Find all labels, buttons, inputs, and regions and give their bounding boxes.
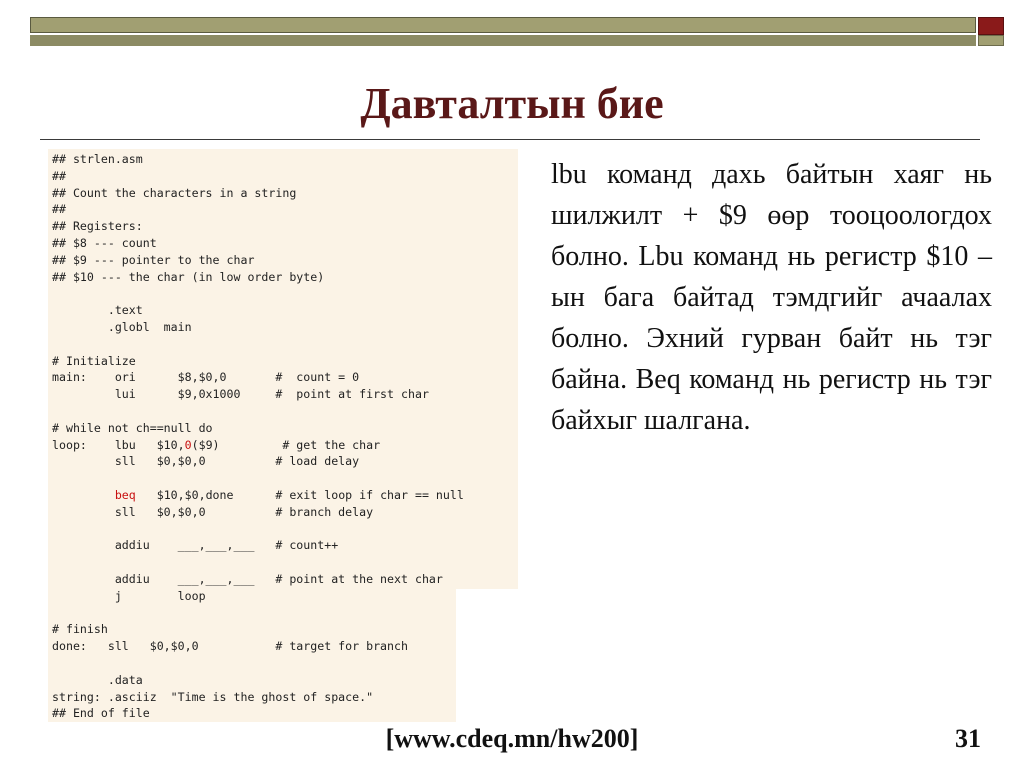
code-line: .text <box>52 303 143 318</box>
code-line: # finish <box>52 622 108 637</box>
code-line: ## End of file <box>52 706 150 721</box>
code-line: sll $0,$0,0 # branch delay <box>52 504 374 519</box>
code-line: loop: lbu $10, <box>52 437 185 452</box>
footer-url: [www.cdeq.mn/hw200] <box>385 724 639 753</box>
code-line: $10,$0,done # exit loop if char == null <box>135 487 464 502</box>
code-highlight-offset: 0 <box>184 437 192 452</box>
code-line: main: ori $8,$0,0 # count = 0 <box>52 370 360 385</box>
code-line: # while not ch==null do <box>52 420 213 435</box>
code-line: addiu ___,___,___ # count++ <box>52 538 339 553</box>
corner-olive-block <box>978 35 1004 46</box>
code-line: ## $10 --- the char (in low order byte) <box>52 269 325 284</box>
code-line: done: sll $0,$0,0 # target for branch <box>52 639 408 654</box>
code-listing-panel <box>48 149 518 722</box>
code-line: addiu ___,___,___ # point at the next char <box>52 571 443 586</box>
title-divider <box>40 139 980 140</box>
code-line: ## $9 --- pointer to the char <box>52 252 255 267</box>
slide-title: Давталтын бие <box>360 79 664 128</box>
code-listing <box>52 151 464 722</box>
code-line: ## <box>52 168 66 183</box>
code-line: .globl main <box>52 319 192 334</box>
code-line: ## strlen.asm <box>52 152 143 166</box>
code-line: # Initialize <box>52 353 136 368</box>
code-line: lui $9,0x1000 # point at first char <box>52 387 429 402</box>
code-line: ## $8 --- count <box>52 235 157 250</box>
page-number: 31 <box>955 724 981 753</box>
code-line: .data <box>52 672 143 687</box>
code-line: ## Registers: <box>52 219 143 234</box>
top-decorative-bar <box>30 17 976 33</box>
code-line: ## Count the characters in a string <box>52 185 297 200</box>
code-line: ($9) # get the char <box>191 437 381 452</box>
code-highlight-beq: beq <box>114 487 136 502</box>
code-line: sll $0,$0,0 # load delay <box>52 454 360 469</box>
code-line: ## <box>52 202 66 217</box>
top-decorative-underline <box>30 35 976 46</box>
slide-body-text: lbu команд дахь байтын хаяг нь шилжилт + $9 өөр тооцоологдох болно. Lbu команд нь регистр $10 – ын бага байтад тэмдгийг ачаалах болно. Эхний гурван байт нь тэг байна. Beq команд нь регистр нь тэг байхыг шалгана. <box>551 159 992 436</box>
code-line: j loop <box>52 588 206 603</box>
corner-red-block <box>978 17 1004 35</box>
code-line: string: .asciiz "Time is the ghost of space." <box>52 689 374 704</box>
